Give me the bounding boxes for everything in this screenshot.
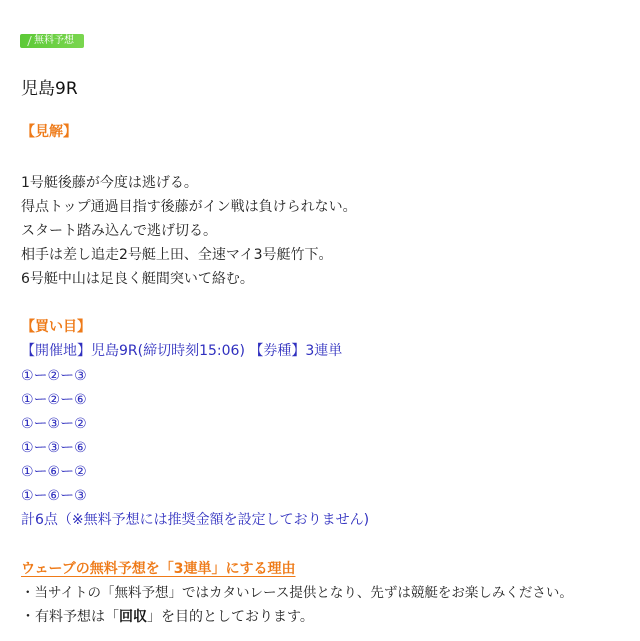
free-prediction-badge: 無料予想 xyxy=(20,34,84,48)
combo-1: ①ー②ー③ xyxy=(21,368,87,384)
reason-line-2-post: 」を目的としております。 xyxy=(147,609,314,625)
reason-line-2-bold: 回収 xyxy=(119,609,147,625)
reason-heading: ウェーブの無料予想を「3連単」にする理由 xyxy=(21,561,296,577)
venue-line: 【開催地】児島9R(締切時刻15:06) 【券種】3連単 xyxy=(21,343,343,359)
kenkai-line-2: 得点トップ通過目指す後藤がイン戦は負けられない。 xyxy=(21,199,357,215)
combo-6: ①ー⑥ー③ xyxy=(21,488,87,504)
kenkai-heading: 【見解】 xyxy=(21,124,77,140)
total-line: 計6点（※無料予想には推奨金額を設定しておりません) xyxy=(21,512,370,528)
kenkai-line-1: 1号艇後藤が今度は逃げる。 xyxy=(21,175,198,191)
kenkai-line-5: 6号艇中山は足良く艇間突いて絡む。 xyxy=(21,271,254,287)
combo-3: ①ー③ー② xyxy=(21,416,87,432)
reason-line-2-pre: ・有料予想は「 xyxy=(21,609,119,625)
kenkai-line-3: スタート踏み込んで逃げ切る。 xyxy=(21,223,217,239)
race-title: 児島9R xyxy=(21,79,78,99)
reason-line-1: ・当サイトの「無料予想」ではカタいレース提供となり、先ずは競艇をお楽しみください。 xyxy=(21,585,573,601)
kenkai-line-4: 相手は差し追走2号艇上田、全速マイ3号艇竹下。 xyxy=(21,247,333,263)
kaime-heading: 【買い目】 xyxy=(21,319,91,335)
combo-2: ①ー②ー⑥ xyxy=(21,392,87,408)
combo-4: ①ー③ー⑥ xyxy=(21,440,87,456)
combo-5: ①ー⑥ー② xyxy=(21,464,87,480)
reason-line-2 xyxy=(21,608,314,626)
